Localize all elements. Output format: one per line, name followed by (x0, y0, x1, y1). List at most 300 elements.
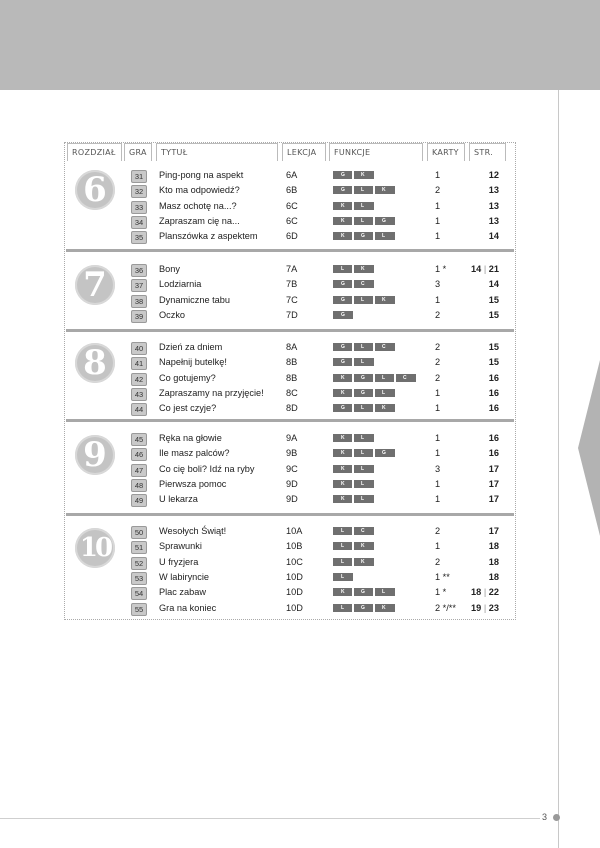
function-tag-label: L (382, 589, 386, 596)
game-title: Dzień za dniem (159, 342, 223, 352)
function-tag-label: L (382, 233, 386, 240)
table-row (126, 477, 506, 492)
page-ref (456, 555, 499, 570)
function-tag (333, 434, 352, 442)
game-number: 39 (131, 310, 147, 323)
function-tag-label: L (361, 202, 365, 209)
table-row (126, 262, 506, 277)
game-number: 43 (131, 388, 147, 401)
page-ref (456, 340, 499, 355)
page-ref-number: 16 (488, 387, 499, 398)
function-tag-label: K (341, 589, 345, 596)
function-tag-label: C (361, 528, 365, 534)
game-number: 32 (131, 185, 147, 198)
function-tags (333, 539, 376, 554)
function-tag-label: G (341, 187, 345, 194)
chapter-badge: 8 (75, 343, 115, 383)
function-tags (333, 229, 397, 244)
function-tag (375, 404, 395, 412)
table-row (126, 524, 506, 539)
table-row (126, 462, 506, 477)
game-number: 42 (131, 373, 147, 386)
function-tag-label: K (341, 465, 345, 472)
card-count: 1 (435, 448, 441, 459)
page-ref-number: 18 (471, 587, 482, 598)
lesson-code: 10D (286, 587, 303, 598)
page-ref (456, 229, 499, 244)
function-tag-label: G (341, 281, 345, 288)
header-page: STR. (469, 143, 506, 161)
function-tag (354, 202, 374, 210)
function-tag (354, 465, 374, 473)
page-ref (456, 462, 499, 477)
table-row (126, 277, 506, 292)
function-tag (354, 389, 373, 397)
function-tag-label: K (341, 233, 345, 240)
page-ref (456, 168, 499, 183)
function-tag (375, 343, 395, 351)
function-tag-label: L (361, 296, 365, 303)
page-ref-number: 15 (488, 294, 499, 305)
function-tag (354, 495, 374, 503)
function-tag (333, 573, 353, 581)
table-row (126, 386, 506, 401)
table-row (126, 308, 506, 323)
function-tag (333, 449, 352, 457)
function-tags (333, 524, 376, 539)
function-tag (375, 374, 394, 382)
table-row (126, 340, 506, 355)
game-number: 51 (131, 541, 147, 554)
function-tag-label: K (361, 266, 365, 272)
function-tag-label: G (341, 172, 345, 178)
lesson-code: 10D (286, 602, 303, 613)
page-ref-number: 18 (488, 571, 499, 582)
card-count: 1 ** (435, 571, 450, 582)
page-ref (456, 355, 499, 370)
footer-line (0, 818, 540, 819)
game-number: 45 (131, 433, 147, 446)
table-row (126, 168, 506, 183)
function-tag-label: L (361, 187, 365, 194)
function-tag-label: G (361, 374, 365, 381)
function-tag (333, 217, 352, 225)
function-tag (354, 604, 373, 612)
table-row (126, 199, 506, 214)
table-row (126, 492, 506, 507)
header-chapter: ROZDZIAŁ (67, 143, 122, 161)
lesson-code: 6A (286, 170, 298, 180)
game-title: Ile masz palców? (159, 448, 230, 459)
page-number: 3 (542, 812, 548, 822)
function-tag-label: L (361, 480, 365, 487)
lesson-code: 7C (286, 294, 298, 305)
function-tag (333, 280, 352, 288)
function-tag-label: C (403, 374, 407, 381)
lesson-code: 10B (286, 541, 303, 552)
lesson-code: 7D (286, 309, 298, 320)
game-title: Co cię boli? Idź na ryby (159, 463, 255, 474)
function-tag-label: K (341, 480, 345, 487)
game-title: Kto ma odpowiedź? (159, 185, 240, 196)
page-ref (456, 570, 499, 585)
header-lesson: LEKCJA (282, 143, 326, 161)
function-tag-label: L (361, 435, 365, 441)
page-ref-number: 22 (488, 587, 499, 598)
game-title: Zapraszam cię na... (159, 215, 240, 226)
function-tag (354, 296, 373, 304)
page-ref (456, 524, 499, 539)
game-number: 33 (131, 201, 147, 214)
function-tags (333, 308, 355, 323)
function-tag-label: L (361, 496, 365, 503)
function-tags (333, 340, 397, 355)
function-tag (375, 449, 395, 457)
header-cards: KARTY (427, 143, 465, 161)
page-ref (456, 277, 499, 292)
game-title: Planszówka z aspektem (159, 231, 258, 242)
function-tag (333, 604, 352, 612)
function-tag (333, 480, 352, 488)
function-tag (354, 232, 373, 240)
function-tag-label: L (361, 359, 365, 366)
function-tag-label: K (341, 450, 345, 457)
function-tag-label: K (341, 374, 345, 381)
game-number: 38 (131, 295, 147, 308)
game-number: 47 (131, 464, 147, 477)
lesson-code: 8B (286, 372, 298, 383)
game-title: Sprawunki (159, 541, 202, 552)
function-tag-label: L (341, 604, 345, 611)
function-tags (333, 462, 376, 477)
lesson-code: 8A (286, 342, 298, 352)
function-tags (333, 168, 376, 183)
page-ref (456, 477, 499, 492)
function-tag (354, 186, 373, 194)
page-edge-line (558, 90, 559, 848)
card-count: 1 * (435, 587, 447, 598)
game-title: W labiryncie (159, 571, 210, 582)
function-tag (354, 542, 374, 550)
game-number: 36 (131, 264, 147, 277)
lesson-code: 6B (286, 185, 298, 196)
function-tag (354, 358, 374, 366)
function-tag (354, 588, 373, 596)
card-count: 1 (435, 494, 441, 505)
header-title: TYTUŁ (156, 143, 278, 161)
function-tag (333, 495, 352, 503)
game-number: 49 (131, 494, 147, 507)
function-tag-label: L (341, 543, 345, 550)
function-tag-label: L (382, 389, 386, 396)
lesson-code: 9C (286, 463, 298, 474)
table-row (126, 183, 506, 198)
function-tags (333, 386, 397, 401)
header-functions: FUNKCJE (329, 143, 423, 161)
card-count: 1 (435, 200, 441, 211)
function-tag (333, 311, 353, 319)
game-number: 41 (131, 357, 147, 370)
page-ref-number: 16 (488, 372, 499, 383)
page-ref (456, 183, 499, 198)
lesson-code: 8D (286, 403, 298, 414)
function-tag-label: G (341, 359, 345, 366)
game-title: Ping-pong na aspekt (159, 170, 244, 180)
table-row (126, 355, 506, 370)
page-ref-number: 15 (488, 309, 499, 320)
function-tag-label: G (341, 311, 345, 318)
function-tag (375, 232, 395, 240)
function-tag (333, 171, 352, 179)
lesson-code: 10C (286, 556, 303, 567)
card-count: 1 (435, 478, 441, 489)
card-count: 1 (435, 433, 441, 443)
section-separator (66, 249, 514, 252)
function-tag-label: K (341, 202, 345, 209)
section-separator (66, 419, 514, 422)
section-separator (66, 329, 514, 332)
card-count: 2 (435, 556, 441, 567)
lesson-code: 6C (286, 215, 298, 226)
card-count: 3 (435, 279, 441, 290)
card-count: 2 */** (435, 602, 456, 613)
chapter-badge: 7 (75, 265, 115, 305)
page-ref (456, 601, 499, 616)
function-tag (354, 404, 373, 412)
function-tag-label: K (382, 405, 386, 412)
page-ref-number: 15 (488, 342, 499, 352)
page-ref (456, 371, 499, 386)
card-count: 1 (435, 403, 441, 414)
function-tags (333, 477, 376, 492)
function-tag-label: L (341, 528, 345, 534)
page-ref-number: 18 (488, 541, 499, 552)
page-ref-number: 17 (488, 526, 499, 536)
function-tag-label: K (341, 496, 345, 503)
page-ref-number: 14 (488, 279, 499, 290)
function-tag (354, 527, 374, 535)
page-ref (456, 446, 499, 461)
function-tag-label: G (382, 450, 386, 457)
function-tag (333, 558, 352, 566)
function-tags (333, 601, 397, 616)
card-count: 1 (435, 541, 441, 552)
game-number: 50 (131, 526, 147, 539)
game-number: 53 (131, 572, 147, 585)
function-tag-label: G (341, 405, 345, 412)
function-tag-label: K (382, 604, 386, 611)
page-ref-number: 17 (488, 494, 499, 505)
card-count: 1 (435, 387, 441, 398)
function-tag (333, 186, 352, 194)
function-tag-label: L (361, 465, 365, 472)
table-row (126, 293, 506, 308)
function-tag-label: K (382, 187, 386, 194)
page-ref-number: 17 (488, 463, 499, 474)
function-tag (354, 343, 373, 351)
lesson-code: 8C (286, 387, 298, 398)
table-row (126, 431, 506, 446)
function-tag-label: G (341, 344, 345, 350)
page-ref-number: 14 (488, 231, 499, 242)
card-count: 1 (435, 215, 441, 226)
game-title: Wesołych Świąt! (159, 526, 227, 536)
game-title: Plac zabaw (159, 587, 206, 598)
page-ref-divider: | (481, 602, 489, 613)
function-tag-label: L (341, 266, 345, 272)
game-number: 34 (131, 216, 147, 229)
game-number: 37 (131, 279, 147, 292)
function-tag (354, 217, 373, 225)
game-title: Co jest czyje? (159, 403, 217, 414)
game-number: 54 (131, 587, 147, 600)
function-tags (333, 401, 397, 416)
function-tag (375, 389, 395, 397)
function-tag (396, 374, 416, 382)
page-ref (456, 293, 499, 308)
card-count: 2 (435, 357, 441, 368)
page-edge-arrow (578, 360, 600, 536)
function-tag-label: G (361, 589, 365, 596)
function-tag (354, 265, 374, 273)
function-tag-label: G (361, 233, 365, 240)
function-tag-label: K (361, 558, 365, 565)
section-separator (66, 513, 514, 516)
function-tag-label: L (361, 217, 365, 224)
function-tag (354, 171, 374, 179)
function-tag (354, 280, 374, 288)
function-tags (333, 570, 355, 585)
chapter-badge: 9 (75, 435, 115, 475)
function-tag (333, 343, 352, 351)
function-tag-label: C (361, 281, 365, 288)
function-tags (333, 371, 418, 386)
function-tag (375, 604, 395, 612)
page-dot-icon (553, 814, 560, 821)
page-ref-number: 14 (471, 264, 482, 274)
lesson-code: 9D (286, 478, 298, 489)
header-game: GRA (124, 143, 152, 161)
page-ref (456, 214, 499, 229)
function-tag-label: G (361, 389, 365, 396)
function-tags (333, 214, 397, 229)
game-title: Dynamiczne tabu (159, 294, 230, 305)
function-tags (333, 199, 376, 214)
game-title: Gra na koniec (159, 602, 217, 613)
table-row (126, 446, 506, 461)
page-ref (456, 431, 499, 446)
function-tag (354, 449, 373, 457)
lesson-code: 9A (286, 433, 298, 443)
function-tags (333, 293, 397, 308)
function-tag-label: G (341, 296, 345, 303)
page-ref (456, 262, 499, 277)
table-row (126, 214, 506, 229)
card-count: 2 (435, 342, 441, 352)
function-tags (333, 585, 397, 600)
page-ref (456, 492, 499, 507)
lesson-code: 10D (286, 571, 303, 582)
table-row (126, 401, 506, 416)
function-tag (333, 202, 352, 210)
function-tags (333, 446, 397, 461)
function-tag (333, 374, 352, 382)
page-ref-number: 21 (488, 264, 499, 274)
card-count: 2 (435, 372, 441, 383)
card-count: 1 (435, 231, 441, 242)
function-tag-label: K (382, 296, 386, 303)
game-title: Napełnij butelkę! (159, 357, 227, 368)
game-number: 44 (131, 403, 147, 416)
function-tags (333, 262, 376, 277)
function-tags (333, 277, 376, 292)
game-number: 40 (131, 342, 147, 355)
card-count: 1 * (435, 264, 447, 274)
game-title: Masz ochotę na...? (159, 200, 237, 211)
page-ref (456, 585, 499, 600)
page-ref (456, 401, 499, 416)
page-ref-number: 13 (488, 185, 499, 196)
function-tag (354, 480, 374, 488)
function-tag-label: L (341, 573, 345, 580)
page-ref-number: 16 (488, 433, 499, 443)
page-ref (456, 386, 499, 401)
game-title: U lekarza (159, 494, 198, 505)
function-tag (333, 265, 352, 273)
top-band (0, 0, 600, 90)
function-tag-label: L (361, 344, 365, 350)
function-tag-label: K (341, 217, 345, 224)
card-count: 3 (435, 463, 441, 474)
page-ref-number: 23 (488, 602, 499, 613)
game-title: U fryzjera (159, 556, 199, 567)
function-tag-label: K (361, 172, 365, 178)
function-tag (354, 558, 374, 566)
function-tag-label: L (361, 450, 365, 457)
game-number: 31 (131, 170, 147, 183)
function-tag (375, 296, 395, 304)
page-ref-number: 12 (488, 170, 499, 180)
table-row (126, 601, 506, 616)
function-tags (333, 431, 376, 446)
game-title: Lodziarnia (159, 279, 202, 290)
function-tag (333, 232, 352, 240)
table-row (126, 371, 506, 386)
function-tag (333, 542, 352, 550)
card-count: 1 (435, 170, 441, 180)
function-tag (333, 465, 352, 473)
page-ref-number: 16 (488, 448, 499, 459)
function-tag (354, 374, 373, 382)
function-tag (333, 527, 352, 535)
lesson-code: 7B (286, 279, 298, 290)
chapter-badge: 6 (75, 170, 115, 210)
table-row (126, 570, 506, 585)
lesson-code: 10A (286, 526, 303, 536)
game-title: Zapraszamy na przyjęcie! (159, 387, 264, 398)
game-number: 46 (131, 448, 147, 461)
page-ref-number: 15 (488, 357, 499, 368)
function-tags (333, 492, 376, 507)
page-ref (456, 539, 499, 554)
function-tag (375, 588, 395, 596)
function-tags (333, 355, 376, 370)
page-ref-number: 13 (488, 200, 499, 211)
game-title: Pierwsza pomoc (159, 478, 227, 489)
lesson-code: 6C (286, 200, 298, 211)
function-tag (333, 588, 352, 596)
lesson-code: 7A (286, 264, 298, 274)
